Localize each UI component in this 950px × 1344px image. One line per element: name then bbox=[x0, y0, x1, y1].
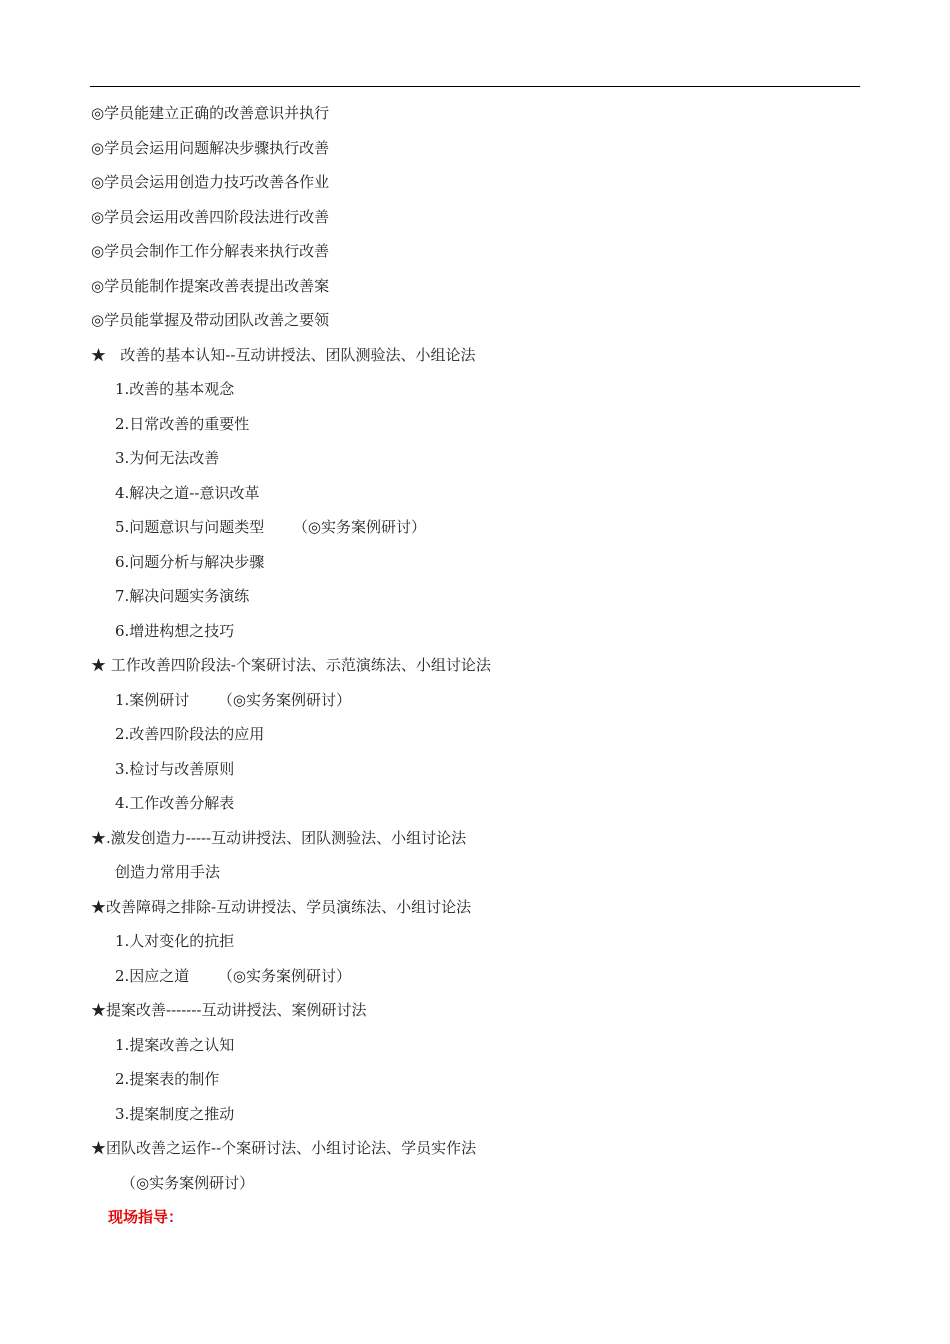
section-item: 4.解决之道--意识改革 bbox=[115, 483, 260, 502]
document-body bbox=[91, 96, 871, 1235]
objectives-list bbox=[91, 96, 871, 338]
section-item: 4.工作改善分解表 bbox=[115, 794, 235, 812]
section-heading: ★ 改善的基本认知--互动讲授法、团队测验法、小组论法 bbox=[91, 345, 476, 364]
section-item: 3.提案制度之推动 bbox=[115, 1104, 235, 1123]
section-heading: ★改善障碍之排除-互动讲授法、学员演练法、小组讨论法 bbox=[91, 897, 472, 916]
objective-item: ◎学员会制作工作分解表来执行改善 bbox=[91, 242, 330, 260]
section-item: 2.提案表的制作 bbox=[115, 1070, 220, 1088]
section-heading: ★.激发创造力-----互动讲授法、团队测验法、小组讨论法 bbox=[91, 828, 467, 847]
objective-item: ◎学员会运用创造力技巧改善各作业 bbox=[91, 173, 330, 191]
section-item: 创造力常用手法 bbox=[115, 863, 221, 881]
section-item: 1.案例研讨 （◎实务案例研讨） bbox=[115, 690, 352, 709]
objective-item: ◎学员能建立正确的改善意识并执行 bbox=[91, 104, 330, 122]
section-creativity bbox=[91, 821, 871, 890]
section-item: 6.增进构想之技巧 bbox=[115, 621, 235, 640]
section-heading: ★ 工作改善四阶段法-个案研讨法、示范演练法、小组讨论法 bbox=[91, 656, 491, 674]
section-heading: ★提案改善-------互动讲授法、案例研讨法 bbox=[91, 1001, 367, 1019]
objective-item: ◎学员能掌握及带动团队改善之要领 bbox=[91, 311, 330, 329]
objective-item: ◎学员能制作提案改善表提出改善案 bbox=[91, 276, 330, 295]
objective-item: ◎学员会运用改善四阶段法进行改善 bbox=[91, 207, 330, 226]
section-item: 1.改善的基本观念 bbox=[115, 380, 235, 398]
section-item: 1.提案改善之认知 bbox=[115, 1035, 235, 1054]
section-basic-awareness bbox=[91, 338, 871, 649]
section-item: 2.改善四阶段法的应用 bbox=[115, 725, 265, 743]
section-item: 2.日常改善的重要性 bbox=[115, 414, 250, 433]
case-study-note: （◎实务案例研讨） bbox=[121, 1173, 255, 1192]
section-proposal-improvement bbox=[91, 993, 871, 1131]
section-item: 7.解决问题实务演练 bbox=[115, 587, 250, 605]
section-item: 6.问题分析与解决步骤 bbox=[115, 552, 265, 571]
field-guidance-title: 现场指导： bbox=[108, 1208, 184, 1226]
section-item: 2.因应之道 （◎实务案例研讨） bbox=[115, 966, 352, 985]
objective-item: ◎学员会运用问题解决步骤执行改善 bbox=[91, 138, 330, 157]
header-rule bbox=[90, 86, 860, 87]
section-heading: ★团队改善之运作--个案研讨法、小组讨论法、学员实作法 bbox=[91, 1139, 477, 1157]
section-item: 3.为何无法改善 bbox=[115, 449, 220, 467]
section-item: 3.检讨与改善原则 bbox=[115, 759, 235, 778]
section-four-stage-method bbox=[91, 648, 871, 821]
section-obstacle-removal bbox=[91, 890, 871, 994]
section-item: 5.问题意识与问题类型 （◎实务案例研讨） bbox=[115, 518, 427, 536]
section-item: 1.人对变化的抗拒 bbox=[115, 932, 235, 950]
section-team-improvement bbox=[91, 1131, 871, 1200]
